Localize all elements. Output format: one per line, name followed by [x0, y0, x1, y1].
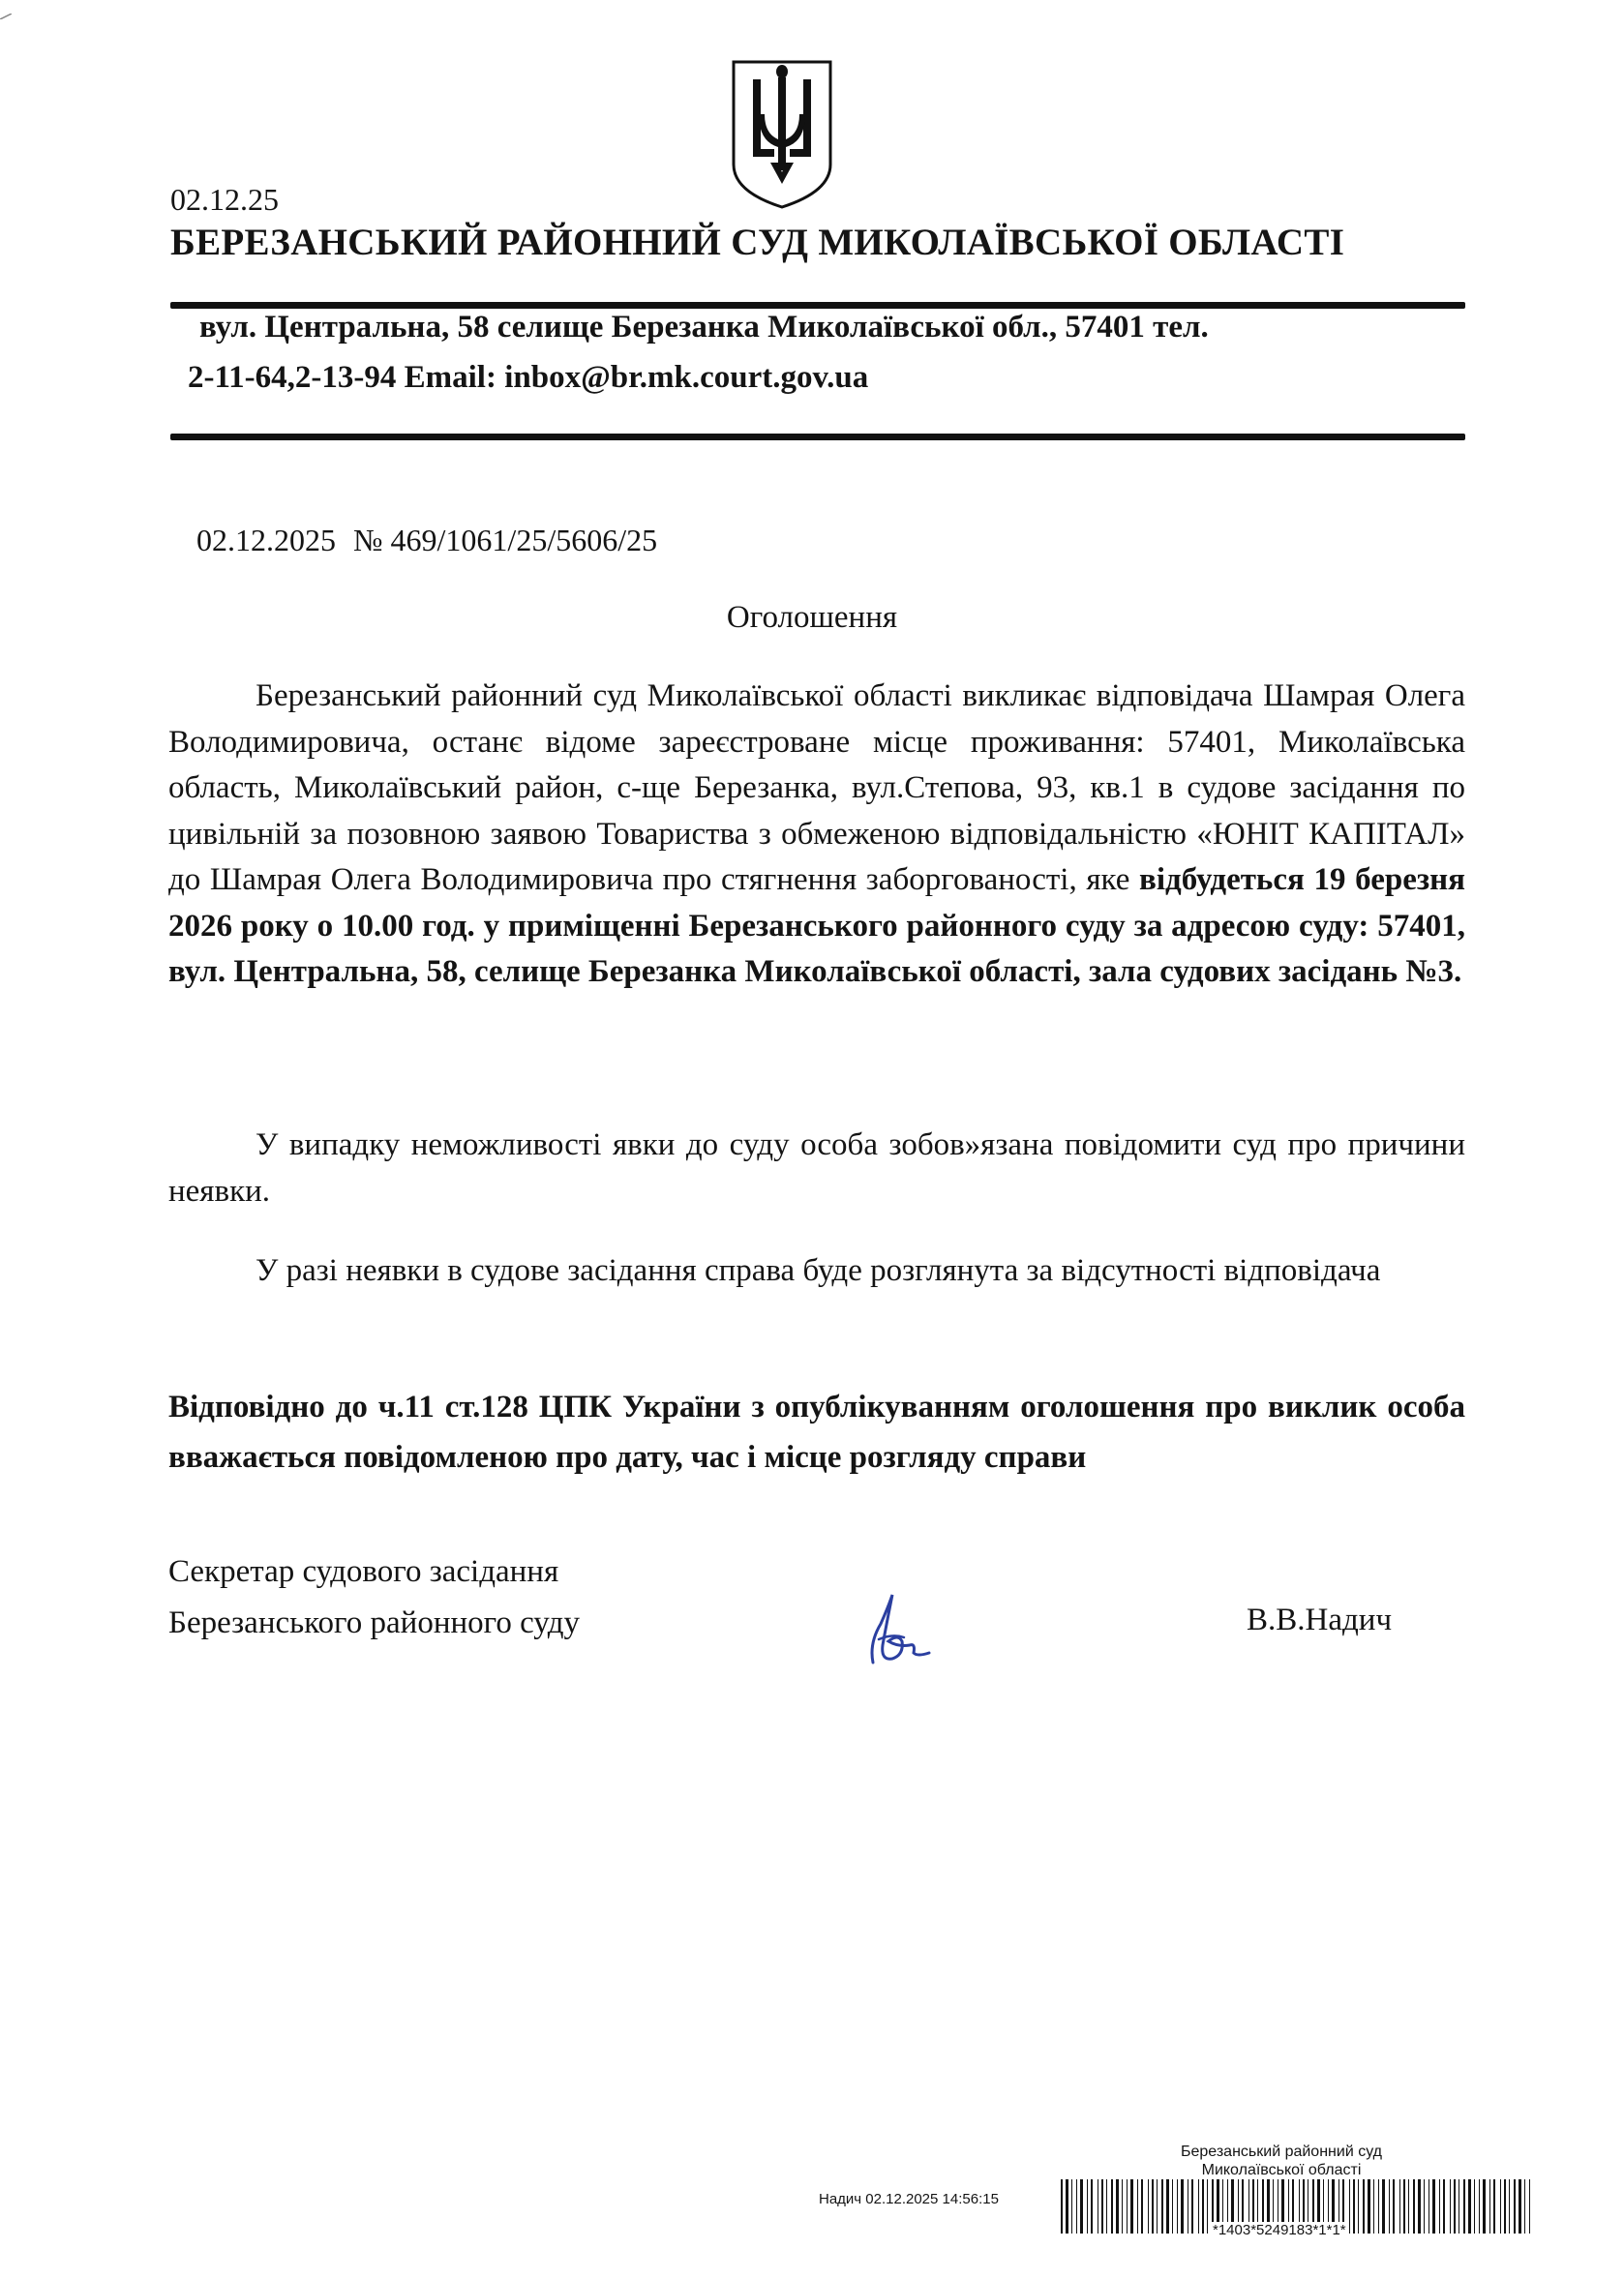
registration-date: 02.12.2025: [196, 523, 336, 557]
barcode-bar: [1076, 2179, 1077, 2234]
announcement-paragraph: [168, 674, 1465, 996]
scan-corner-mark: [0, 14, 12, 19]
barcode-bar: [1172, 2179, 1173, 2234]
barcode-bar: [1493, 2179, 1495, 2234]
barcode-bar: [1066, 2179, 1068, 2234]
header-divider-bottom: [170, 434, 1465, 440]
registration-line: [196, 523, 657, 558]
barcode-bar: [1101, 2179, 1103, 2234]
barcode-bar: [1500, 2179, 1501, 2234]
barcode-bar: [1450, 2179, 1451, 2234]
barcode-bar: [1514, 2179, 1516, 2234]
signer-name: В.В.Надич: [1247, 1603, 1393, 1637]
signatory-role-line2: Березанського районного суду: [168, 1605, 581, 1640]
barcode-bar: [1454, 2179, 1456, 2234]
barcode-bar: [1403, 2179, 1405, 2234]
barcode-bar: [1368, 2179, 1370, 2234]
barcode-bar: [1489, 2179, 1490, 2234]
barcode-bar: [1393, 2179, 1395, 2234]
barcode-bar: [1408, 2179, 1409, 2234]
barcode-bar: [1413, 2179, 1415, 2234]
barcode-bar: [1382, 2179, 1385, 2234]
barcode-bar: [1373, 2179, 1374, 2234]
barcode-bar: [1353, 2179, 1355, 2234]
hearing-details: відбудеться 19 березня 2026 року о 10.00 год. у приміщенні Березанського районного суду за адресою суду: 57401, вул. Центральна, 58, селище Березанка Миколаївської області, зала судових засідань №3.: [168, 862, 1465, 989]
court-title: БЕРЕЗАНСЬКИЙ РАЙОННИЙ СУД МИКОЛАЇВСЬКОЇ ОБЛАСТІ: [170, 222, 1345, 263]
barcode-bar: [1087, 2179, 1088, 2234]
barcode-bar: [1152, 2179, 1154, 2234]
barcode-bar: [1529, 2179, 1530, 2234]
barcode-number: *1403*5249183*1*1*: [1210, 2222, 1349, 2238]
barcode-bar: [1122, 2179, 1123, 2234]
barcode-bar: [1509, 2179, 1510, 2234]
barcode-bar: [1198, 2179, 1199, 2234]
court-address-line1: вул. Центральна, 58 селище Березанка Миколаївської обл., 57401 тел.: [199, 310, 1209, 345]
barcode-bar: [1091, 2179, 1093, 2234]
barcode-bar: [1432, 2179, 1435, 2234]
barcode-bar: [1207, 2179, 1208, 2234]
registry-stamp-court: [1146, 2143, 1417, 2179]
barcode-bar: [1177, 2179, 1178, 2234]
absence-notice-paragraph: У випадку неможливості явки до суду особа зобов»язана повідомити суд про причини неявки.: [168, 1127, 1465, 1209]
announcement-text: Березанський районний суд Миколаївської області викликає відповідача Шамрая Олега Володимировича, останє відоме зареєстроване місце проживання: 57401, Миколаївська область, Миколаївський район, с-ще Березанка, вул.Степова, 93, кв.1 в судове засідання по цивільній за позовною заявою Товариства з обмеженою відповідальністю «ЮНІТ КАПІТАЛ» до Шамрая Олега Володимировича про стягнення заборгованості, яке: [168, 678, 1465, 897]
document-heading: Оголошення: [726, 600, 898, 635]
barcode-bar: [1148, 2179, 1149, 2234]
signatory-role-line1: Секретар судового засідання: [168, 1554, 559, 1589]
barcode-bar: [1519, 2179, 1521, 2234]
barcode-bar: [1349, 2179, 1350, 2234]
barcode-bar: [1080, 2179, 1083, 2234]
barcode-bar: [1166, 2179, 1169, 2234]
barcode-bar: [1071, 2179, 1072, 2234]
barcode-bar: [1468, 2179, 1471, 2234]
barcode-bar: [1479, 2179, 1480, 2234]
registry-stamp-court-line2: Миколаївської області: [1201, 2162, 1362, 2178]
barcode-bar: [1127, 2179, 1128, 2234]
barcode-bar: [1181, 2179, 1184, 2234]
barcode-bar: [1191, 2179, 1193, 2234]
registry-user-timestamp: Надич 02.12.2025 14:56:15: [819, 2191, 999, 2207]
barcode-bar: [1418, 2179, 1421, 2234]
barcode-bar: [1474, 2179, 1475, 2234]
barcode-bar: [1483, 2179, 1486, 2234]
court-address-line2: 2-11-64,2-13-94 Email: inbox@br.mk.court.gov.ua: [188, 360, 869, 395]
barcode-bar: [1399, 2179, 1400, 2234]
barcode-bar: [1141, 2179, 1143, 2234]
barcode-bar: [1161, 2179, 1163, 2234]
header-divider-top: [170, 302, 1465, 309]
barcode-bar: [1389, 2179, 1390, 2234]
barcode-bar: [1137, 2179, 1138, 2234]
registry-stamp-court-line1: Березанський районний суд: [1181, 2144, 1382, 2160]
barcode-bar: [1116, 2179, 1119, 2234]
header-date: 02.12.25: [170, 182, 279, 217]
barcode-bar: [1106, 2179, 1107, 2234]
non-appearance-paragraph: У разі неявки в судове засідання справа буде розглянута за відсутності відповідача: [256, 1253, 1381, 1288]
barcode-bar: [1157, 2179, 1158, 2234]
barcode-bar: [1524, 2179, 1525, 2234]
barcode-bar: [1130, 2179, 1133, 2234]
barcode-bar: [1443, 2179, 1445, 2234]
barcode-bar: [1358, 2179, 1359, 2234]
barcode-bar: [1363, 2179, 1365, 2234]
barcode-bar: [1378, 2179, 1379, 2234]
barcode-bar: [1504, 2179, 1506, 2234]
barcode-bar: [1463, 2179, 1465, 2234]
registration-number: № 469/1061/25/5606/25: [353, 523, 658, 557]
legal-basis-paragraph: Відповідно до ч.11 ст.128 ЦПК України з опублікуванням оголошення про виклик особа вважається повідомленою про дату, час і місце розгляду справи: [168, 1390, 1465, 1475]
signatory-role: [168, 1546, 580, 1649]
barcode-bar: [1061, 2179, 1063, 2234]
coat-of-arms-icon: [726, 56, 838, 211]
handwritten-signature: [859, 1585, 933, 1672]
barcode-bar: [1424, 2179, 1425, 2234]
barcode-bar: [1202, 2179, 1204, 2234]
barcode-bar: [1439, 2179, 1440, 2234]
barcode-bar: [1111, 2179, 1113, 2234]
